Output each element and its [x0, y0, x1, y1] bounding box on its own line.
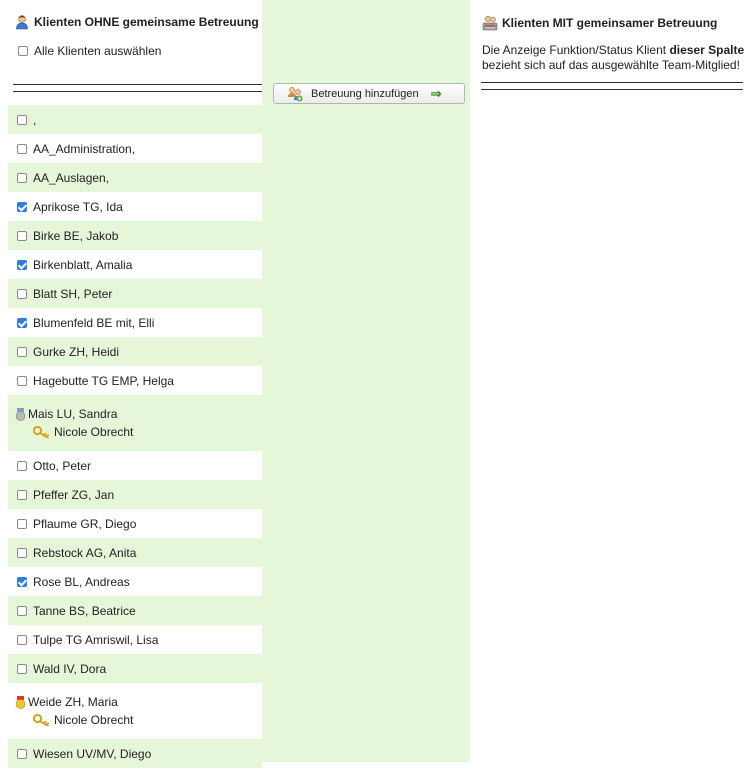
client-list: [8, 105, 262, 768]
client-name: ,: [33, 112, 37, 127]
client-name: Aprikose TG, Ida: [33, 199, 123, 214]
right-column: [470, 0, 755, 762]
client-checkbox[interactable]: [17, 461, 27, 471]
info-text-suffix: bezieht sich auf das ausgewählte Team-Mitglied!: [482, 58, 740, 72]
client-name: Weide ZH, Maria: [28, 695, 118, 709]
left-column-header: [14, 14, 259, 30]
client-row[interactable]: [8, 567, 262, 596]
right-column-title: Klienten MIT gemeinsamer Betreuung: [502, 16, 718, 30]
client-row[interactable]: [8, 250, 262, 279]
client-name: Tanne BS, Beatrice: [33, 603, 136, 618]
client-name: Birkenblatt, Amalia: [33, 257, 133, 272]
client-name: AA_Administration,: [33, 141, 136, 156]
client-checkbox[interactable]: [17, 115, 27, 125]
client-name: Mais LU, Sandra: [28, 407, 118, 421]
divider: [13, 84, 262, 85]
team-icon: [287, 86, 303, 102]
client-row[interactable]: [8, 134, 262, 163]
client-main-line: [15, 695, 118, 709]
client-name: Wiesen UV/MV, Diego: [33, 746, 152, 761]
client-row[interactable]: [8, 596, 262, 625]
caretaker-line: [33, 425, 133, 439]
client-name: Otto, Peter: [33, 458, 92, 473]
info-text-prefix: Die Anzeige Funktion/Status Klient: [482, 43, 670, 57]
client-row[interactable]: [8, 509, 262, 538]
client-checkbox[interactable]: [17, 260, 27, 270]
info-text: [482, 43, 752, 73]
user-icon: [14, 14, 30, 30]
select-all-label: Alle Klienten auswählen: [34, 44, 162, 58]
client-checkbox[interactable]: [17, 606, 27, 616]
client-name: Tulpe TG Amriswil, Lisa: [33, 632, 159, 647]
client-name: Gurke ZH, Heidi: [33, 344, 120, 359]
client-row[interactable]: [8, 538, 262, 567]
client-name: Blumenfeld BE mit, Elli: [33, 315, 155, 330]
middle-column: [262, 0, 470, 762]
client-row[interactable]: [8, 192, 262, 221]
client-checkbox[interactable]: [17, 519, 27, 529]
client-checkbox[interactable]: [17, 318, 27, 328]
left-column-title: Klienten OHNE gemeinsame Betreuung: [34, 15, 259, 29]
key-icon: [33, 426, 51, 438]
client-name: Rose BL, Andreas: [33, 574, 130, 589]
client-name: Rebstock AG, Anita: [33, 545, 137, 560]
client-row[interactable]: [8, 451, 262, 480]
client-checkbox[interactable]: [17, 144, 27, 154]
divider: [13, 91, 262, 92]
caretaker-name: Nicole Obrecht: [54, 713, 134, 727]
client-row[interactable]: [8, 105, 262, 134]
key-icon: [33, 714, 51, 726]
client-row[interactable]: [8, 739, 262, 768]
client-checkbox[interactable]: [17, 490, 27, 500]
caretaker-line: [33, 713, 133, 727]
client-row[interactable]: [8, 480, 262, 509]
client-name: Wald IV, Dora: [33, 661, 107, 676]
client-name: Pflaume GR, Diego: [33, 516, 137, 531]
gray-medal-icon: [15, 408, 26, 421]
shared-clients-icon: [482, 15, 498, 31]
divider: [481, 89, 743, 90]
client-checkbox[interactable]: [17, 664, 27, 674]
client-name: AA_Auslagen,: [33, 170, 110, 185]
client-row[interactable]: [8, 221, 262, 250]
client-name: Hagebutte TG EMP, Helga: [33, 373, 174, 388]
arrow-right-icon: ⇒: [430, 85, 442, 101]
right-column-header: [482, 15, 717, 31]
client-checkbox[interactable]: [17, 347, 27, 357]
client-checkbox[interactable]: [17, 548, 27, 558]
add-care-button[interactable]: [273, 83, 465, 104]
client-name: Blatt SH, Peter: [33, 286, 113, 301]
client-row[interactable]: [8, 366, 262, 395]
gold-medal-icon: [15, 696, 26, 709]
info-text-bold: dieser Spalte: [669, 43, 745, 57]
caretaker-name: Nicole Obrecht: [54, 425, 134, 439]
client-checkbox[interactable]: [17, 376, 27, 386]
client-row[interactable]: [8, 337, 262, 366]
left-column: [8, 0, 270, 762]
client-row[interactable]: [8, 625, 262, 654]
client-checkbox[interactable]: [17, 173, 27, 183]
select-all-checkbox-row[interactable]: [18, 44, 161, 58]
client-row[interactable]: [8, 654, 262, 683]
client-row: [8, 395, 262, 451]
client-row[interactable]: [8, 163, 262, 192]
client-checkbox[interactable]: [17, 289, 27, 299]
client-name: Pfeffer ZG, Jan: [33, 487, 115, 502]
client-checkbox[interactable]: [17, 635, 27, 645]
client-checkbox[interactable]: [17, 231, 27, 241]
client-checkbox[interactable]: [17, 577, 27, 587]
client-checkbox[interactable]: [17, 202, 27, 212]
client-row: [8, 683, 262, 739]
client-main-line: [15, 407, 117, 421]
client-name: Birke BE, Jakob: [33, 228, 119, 243]
client-checkbox[interactable]: [17, 749, 27, 759]
client-row[interactable]: [8, 308, 262, 337]
add-care-button-label: Betreuung hinzufügen: [311, 87, 419, 100]
select-all-checkbox[interactable]: [18, 46, 28, 56]
divider: [481, 82, 743, 83]
client-row[interactable]: [8, 279, 262, 308]
